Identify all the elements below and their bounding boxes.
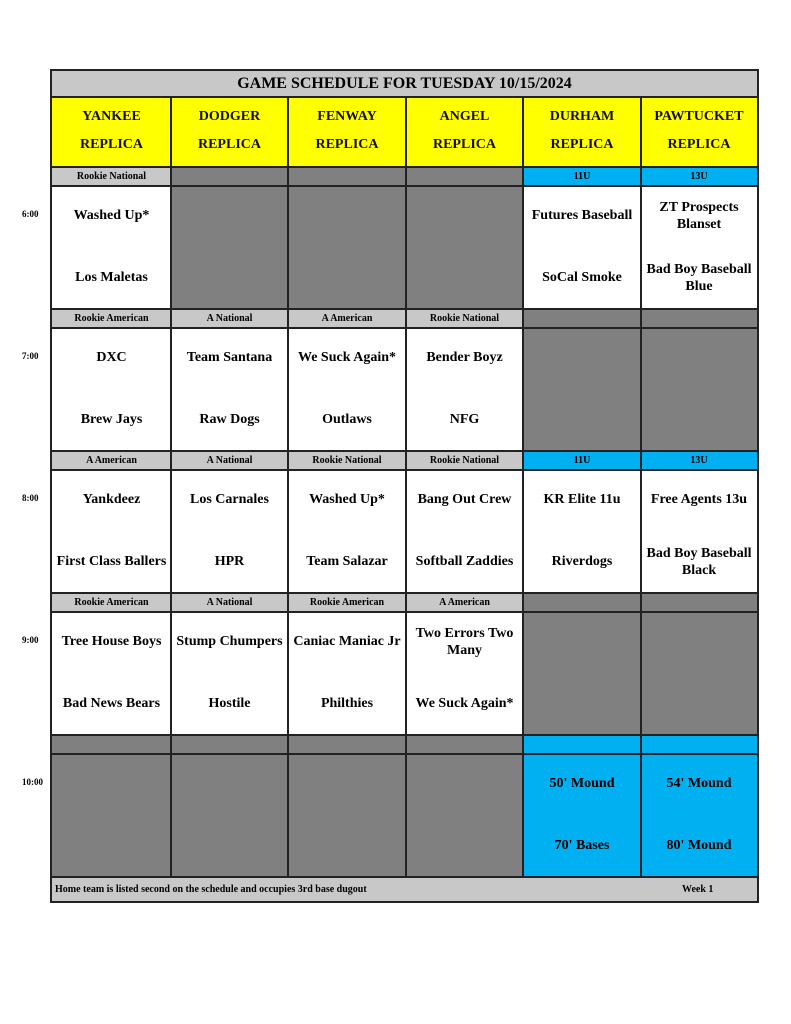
division-label	[171, 168, 288, 185]
footer	[52, 878, 757, 901]
game-cell	[406, 329, 523, 452]
footer-note: Home team is listed second on the schedule and occupies 3rd base dugout	[55, 884, 367, 895]
game-cell	[52, 613, 171, 736]
time-label: 10:00	[22, 777, 43, 787]
division-label	[288, 736, 406, 753]
division-label: 11U	[523, 452, 641, 469]
column-line	[170, 96, 172, 878]
away-team: Bang Out Crew	[417, 492, 512, 507]
home-team: Los Maletas	[75, 270, 148, 285]
game-cell	[641, 613, 757, 736]
division-label: 13U	[641, 168, 757, 185]
column-line	[287, 96, 289, 878]
game-cell	[52, 329, 171, 452]
game-cell	[171, 471, 288, 594]
game-cell	[523, 187, 641, 310]
game-cell	[523, 755, 641, 878]
field-subname: REPLICA	[667, 137, 731, 152]
game-cell	[52, 187, 171, 310]
home-team: HPR	[214, 554, 245, 569]
division-label	[171, 736, 288, 753]
division-label: Rookie National	[288, 452, 406, 469]
game-cell	[406, 187, 523, 310]
field-header	[641, 98, 757, 168]
home-team: SoCal Smoke	[542, 270, 622, 285]
home-team: Bad News Bears	[62, 696, 161, 711]
away-team: Caniac Maniac Jr	[293, 634, 401, 649]
field-subname: REPLICA	[550, 137, 614, 152]
field-name: PAWTUCKET	[654, 109, 744, 124]
game-cell	[641, 187, 757, 310]
division-label	[641, 594, 757, 611]
field-name: DODGER	[198, 109, 261, 124]
away-team: Washed Up*	[73, 208, 150, 223]
field-subname: REPLICA	[432, 137, 496, 152]
home-team: 70' Bases	[554, 838, 610, 853]
field-name: ANGEL	[439, 109, 490, 124]
game-cell	[171, 187, 288, 310]
division-label: 11U	[523, 168, 641, 185]
game-cell	[523, 329, 641, 452]
away-team: Two Errors Two Many	[415, 626, 514, 658]
away-team: Los Carnales	[190, 492, 269, 507]
schedule-grid	[52, 71, 757, 901]
home-team: Raw Dogs	[199, 412, 260, 427]
away-team: 54' Mound	[666, 776, 732, 791]
field-header	[523, 98, 641, 168]
division-label	[523, 594, 641, 611]
division-label	[641, 310, 757, 327]
division-label: Rookie National	[406, 310, 523, 327]
away-team: ZT Prospects Blanset	[659, 200, 739, 232]
division-label: Rookie American	[52, 310, 171, 327]
time-label: 6:00	[22, 209, 39, 219]
game-cell	[288, 471, 406, 594]
home-team: Brew Jays	[80, 412, 143, 427]
away-team: Yankdeez	[82, 492, 141, 507]
game-cell	[641, 755, 757, 878]
field-header	[52, 98, 171, 168]
home-team: Philthies	[320, 696, 374, 711]
home-team: NFG	[449, 412, 480, 427]
division-label	[52, 736, 171, 753]
week-label: Week 1	[682, 884, 714, 895]
division-label: A National	[171, 310, 288, 327]
game-cell	[406, 755, 523, 878]
division-label	[406, 736, 523, 753]
away-team: We Suck Again*	[297, 350, 397, 365]
home-team: Team Salazar	[306, 554, 388, 569]
column-line	[405, 96, 407, 878]
field-header	[406, 98, 523, 168]
home-team: 80' Mound	[666, 838, 732, 853]
field-name: DURHAM	[549, 109, 615, 124]
home-team: Outlaws	[322, 412, 372, 427]
field-subname: REPLICA	[315, 137, 379, 152]
away-team: 50' Mound	[549, 776, 615, 791]
schedule-title: GAME SCHEDULE FOR TUESDAY 10/15/2024	[52, 71, 757, 98]
away-team: KR Elite 11u	[543, 492, 621, 507]
game-cell	[641, 471, 757, 594]
game-cell	[288, 755, 406, 878]
column-line	[522, 96, 524, 878]
division-label	[288, 168, 406, 185]
away-team: Stump Chumpers	[176, 634, 283, 649]
home-team: Hostile	[208, 696, 251, 711]
division-label	[641, 736, 757, 753]
game-cell	[523, 471, 641, 594]
home-team: Bad Boy Baseball Black	[646, 546, 752, 578]
game-cell	[288, 187, 406, 310]
game-cell	[52, 471, 171, 594]
home-team: We Suck Again*	[415, 696, 514, 711]
home-team: Bad Boy Baseball Blue	[646, 262, 752, 294]
home-team: Softball Zaddies	[415, 554, 514, 569]
division-label: Rookie American	[288, 594, 406, 611]
field-name: FENWAY	[317, 109, 377, 124]
division-label: A American	[288, 310, 406, 327]
game-cell	[288, 329, 406, 452]
division-label: A American	[52, 452, 171, 469]
away-team: DXC	[96, 350, 127, 365]
division-label: A National	[171, 452, 288, 469]
division-label	[406, 168, 523, 185]
division-label: 13U	[641, 452, 757, 469]
field-subname: REPLICA	[79, 137, 143, 152]
game-cell	[52, 755, 171, 878]
division-label: A National	[171, 594, 288, 611]
division-label: Rookie National	[52, 168, 171, 185]
game-cell	[171, 329, 288, 452]
time-label: 8:00	[22, 493, 39, 503]
time-label: 7:00	[22, 351, 39, 361]
away-team: Free Agents 13u	[650, 492, 748, 507]
schedule-sheet	[50, 69, 759, 903]
field-subname: REPLICA	[197, 137, 261, 152]
away-team: Futures Baseball	[531, 208, 633, 223]
game-cell	[288, 613, 406, 736]
field-header	[288, 98, 406, 168]
away-team: Tree House Boys	[61, 634, 162, 649]
game-cell	[641, 329, 757, 452]
column-line	[640, 96, 642, 878]
division-label: Rookie National	[406, 452, 523, 469]
division-label	[523, 736, 641, 753]
division-label: A American	[406, 594, 523, 611]
game-cell	[406, 613, 523, 736]
away-team: Bender Boyz	[426, 350, 503, 365]
home-team: Riverdogs	[551, 554, 613, 569]
field-name: YANKEE	[82, 109, 141, 124]
field-header	[171, 98, 288, 168]
game-cell	[171, 613, 288, 736]
away-team: Team Santana	[186, 350, 273, 365]
division-label	[523, 310, 641, 327]
game-cell	[406, 471, 523, 594]
away-team: Washed Up*	[309, 492, 385, 507]
game-cell	[171, 755, 288, 878]
home-team: First Class Ballers	[56, 554, 167, 569]
time-label: 9:00	[22, 635, 39, 645]
division-label: Rookie American	[52, 594, 171, 611]
game-cell	[523, 613, 641, 736]
